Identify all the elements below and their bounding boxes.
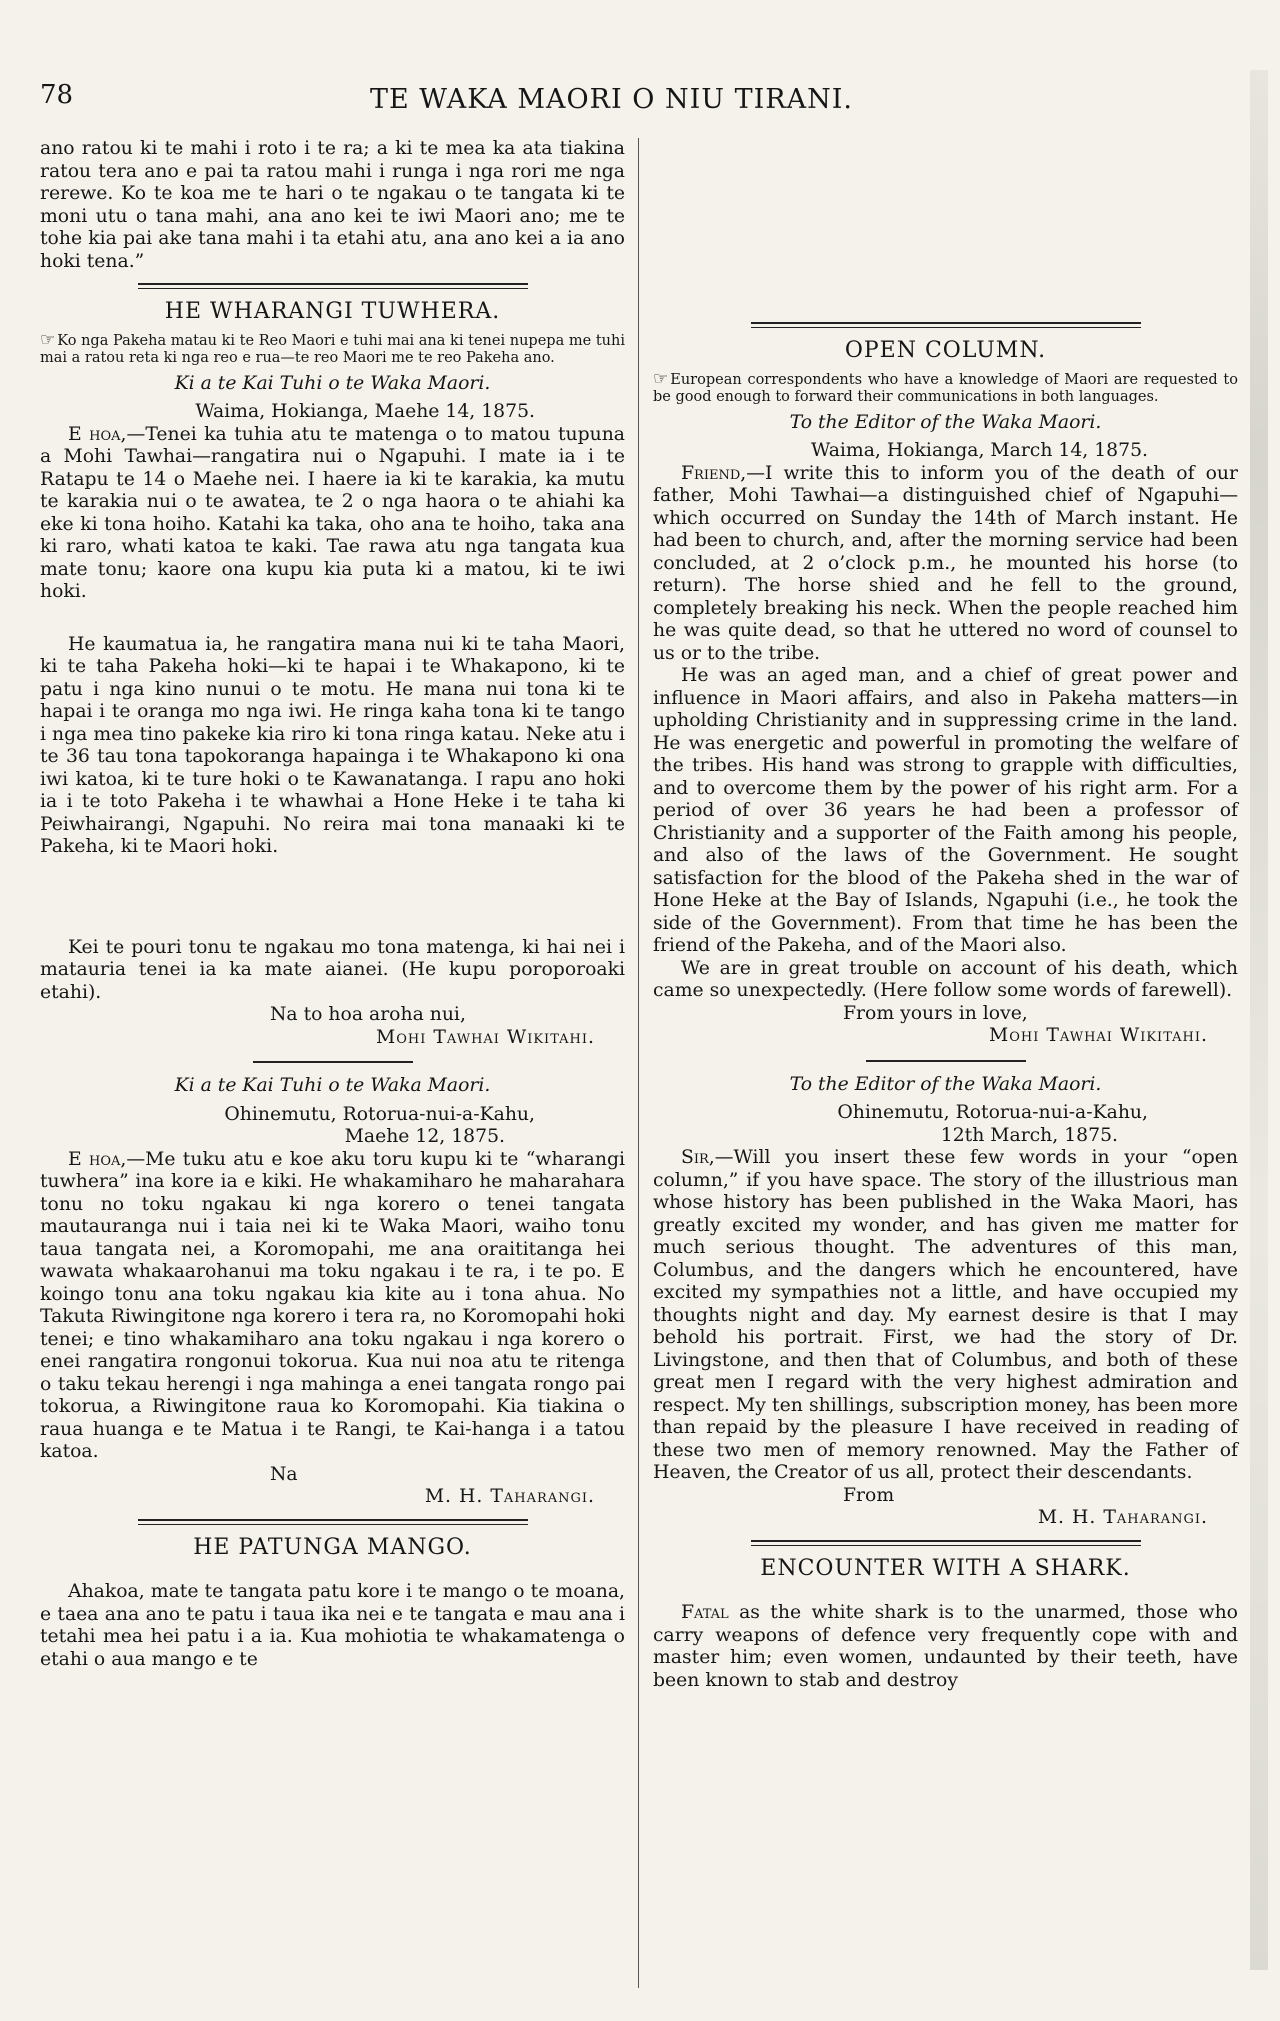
page-number: 78 <box>40 80 74 110</box>
letter-paragraph: E hoa,—Me tuku atu e koe aku toru kupu ki te “wharangi tuwhera” ina kore ia e kiki. He whakamiharo he maharahara tonu no toku ngakau ki nga korero o tenei tangata mautauranga nui i taia nei ki te Waka Maori, waiho tonu taua tangata nei, a Koromopahi, me ana oraititanga hei wawata whakaarohanui ma toku ngakau i te ra, i te po. E koingo tonu ana toku ngakau kia kite au i tona ahua. No Takuta Riwingitone nga korero i tera ra, no Koromopahi hoki tenei; e tino whakamiharo ana toku ngakau i nga korero o enei rangatira rongonui tokorua. Kua nui noa atu te ritenga o taku tekau herengi i nga mahinga a enei tangata rongo pai tokorua, a Riwingitone raua ko Koromopahi. Kia tiakina o raua huanga e te Matua i te Rangi, te Kai-hanga i a tatou katoa. <box>40 1148 625 1462</box>
section-rule <box>138 283 528 289</box>
section-rule <box>138 1519 528 1525</box>
editorial-notice: ☞ European correspondents who have a knowledge of Maori are requested to be good enough to forward their communications in both languages. <box>653 368 1238 405</box>
letter-greeting: Sir, <box>681 1147 715 1168</box>
letter-closing: From yours in love, <box>843 1002 1028 1024</box>
pointing-hand-icon: ☞ <box>653 368 669 389</box>
article-paragraph: Fatal as the white shark is to the unarmed, those who carry weapons of defence very frequently cope with and master him; even women, undaunted by their teeth, have been known to stab and destroy <box>653 1602 1238 1691</box>
letter-paragraph: Friend,—I write this to inform you of the death of our father, Mohi Tawhai—a distinguished chief of Ngapuhi—which occurred on Sunday the 14th of March instant. He had been to church, and, after the morning service had been concluded, at 2 o’clock p.m., he mounted his horse (to return). The horse shied and he fell to the ground, completely breaking his neck. When the people reached him he was quite dead, so that he uttered no word of counsel to us or to the tribe. <box>653 462 1238 664</box>
editorial-notice: ☞ Ko nga Pakeha matau ki te Reo Maori e tuhi mai ana ki tenei nupepa me tuhi mai a ratou reta ki nga reo e rua—te reo Maori me te reo Pakeha ano. <box>40 329 625 366</box>
continuation-paragraph: ano ratou ki te mahi i roto i te ra; a ki te mea ka ata tiakina ratou tera ano e pai ta ratou mahi i runga i nga rori me nga rerewe. Ko te koa me te hari o te ngakau o te tangata ki te moni utu o tana mahi, ana ano kei te iwi Maori ano; me te tohe kia pai ake tana mahi i ta etahi atu, ana ano kei a ia ano hoki tena.” <box>40 138 625 272</box>
letter-signature: Mohi Tawhai Wikitahi. <box>989 1025 1208 1046</box>
section-heading-patunga-mango: HE PATUNGA MANGO. <box>193 1534 472 1560</box>
letter-closing: Na to hoa aroha nui, <box>270 1004 466 1025</box>
newspaper-page <box>40 0 1240 2021</box>
letter-greeting: E hoa, <box>68 423 127 445</box>
left-column <box>40 138 625 1671</box>
column-rule <box>638 138 639 1988</box>
letter-closing: From <box>843 1484 895 1506</box>
section-heading-wharangi-tuwhera: HE WHARANGI TUWHERA. <box>164 299 501 324</box>
letter-salutation: To the Editor of the Waka Maori. <box>789 411 1102 433</box>
letter-closing: Na <box>270 1463 298 1485</box>
letter-salutation: Ki a te Kai Tuhi o te Waka Maori. <box>174 372 491 394</box>
section-rule <box>751 1540 1141 1546</box>
letter-signature: M. H. Taharangi. <box>424 1486 595 1507</box>
short-rule <box>866 1060 1026 1062</box>
letter-paragraph: We are in great trouble on account of his death, which came so unexpectedly. (Here follow some words of farewell). <box>653 957 1238 1001</box>
letter-greeting: Friend, <box>681 462 747 484</box>
letter-paragraph: Sir,—Will you insert these few words in your “open column,” if you have space. The story of the illustrious man whose history has been published in the Waka Maori, has greatly excited my wonder, and has given me matter for much serious thought. The adventures of this man, Columbus, and the dangers which he encountered, have excited my sympathies not a little, and have occupied my thoughts night and day. My earnest desire is that I may behold his portrait. First, we had the story of Dr. Livingstone, and then that of Columbus, and both of these great men I regard with the very highest admiration and respect. My ten shillings, subscription money, has been more than repaid by the pleasure I have received in reading of these two men of memory renowned. May the Father of Heaven, the Creator of us all, protect their descendants. <box>653 1147 1238 1483</box>
journal-title: TE WAKA MAORI O NIU TIRANI. <box>370 84 853 115</box>
running-head <box>40 80 1240 120</box>
section-heading-open-column: OPEN COLUMN. <box>844 338 1047 363</box>
section-rule <box>751 322 1141 328</box>
letter-dateline: Waima, Hokianga, Maehe 14, 1875. <box>195 401 535 422</box>
article-lead-word: Fatal <box>681 1602 729 1623</box>
letter-greeting: E hoa, <box>68 1148 127 1170</box>
letter-signature: M. H. Taharangi. <box>1037 1507 1208 1528</box>
letter-dateline-date: Maehe 12, 1875. <box>344 1126 505 1147</box>
article-paragraph: Ahakoa, mate te tangata patu kore i te mango o te moana, e taea ana ano te patu i taua ika nei e te tangata e mau ana i tetahi mea hei patu i a ia. Kua mohiotia te whakamatenga o etahi o aua mango e te <box>40 1581 625 1670</box>
letter-paragraph: He was an aged man, and a chief of great power and influence in Maori affairs, and also in Pakeha matters—in upholding Christianity and in suppressing crime in the land. He was energetic and powerful in promoting the welfare of the tribes. His hand was strong to grapple with difficulties, and to overcome them by the power of his right arm. For a period of over 36 years he had been a professor of Christianity and a supporter of the Faith among his people, and also of the laws of the Government. He sought satisfaction for the blood of the Pakeha shed in the war of Hone Heke at the Bay of Islands, Ngapuhi (i.e., he took the side of the Government). From that time he has been the friend of the Pakeha, and of the Maori also. <box>653 665 1238 956</box>
page-edge-shadow <box>1250 70 1268 1970</box>
letter-signature: Mohi Tawhai Wikitahi. <box>376 1026 595 1048</box>
letter-dateline: Waima, Hokianga, March 14, 1875. <box>811 440 1148 461</box>
pointing-hand-icon: ☞ <box>40 329 56 350</box>
short-rule <box>253 1061 413 1063</box>
letter-paragraph: E hoa,—Tenei ka tuhia atu te matenga o to matou tupuna a Mohi Tawhai—rangatira nui o Ngapuhi. I mate ia i te Ratapu te 14 o Maehe nei. I haere ia ki te karakia, ka mutu te karakia nui o te awatea, te 2 o nga haora o te ahiahi ka eke ki tona hoiho. Katahi ka taka, oho ana te hoiho, taka ana ki raro, whati katoa te kaki. Tae rawa atu nga tangata kua mate tonu; kaore ona kupu kia puta ki a matou, ki te iwi hoki. <box>40 423 625 602</box>
letter-paragraph: He kaumatua ia, he rangatira mana nui ki te taha Maori, ki te taha Pakeha hoki—ki te hapai i te Whakapono, ki te patu i nga kino nunui o te motu. He mana nui tona ki te hapai i te oranga mo nga iwi. He ringa kaha tona ki te tango i nga mea tino pakeke kia riro ki tona ringa katau. Neke atu i te 36 tau tona tapokoranga hapainga i te Whakapono ki ona iwi katoa, ki te ture hoki o te Kawanatanga. I rapu ano hoki ia i te toto Pakeha i te whawhai a Hone Heke i te taha ki Peiwhairangi, Ngapuhi. No reira mai tona manaaki ki te Pakeha, ki te Maori hoki. <box>40 633 625 857</box>
letter-dateline-place: Ohinemutu, Rotorua-nui-a-Kahu, <box>224 1103 535 1125</box>
section-heading-encounter-shark: ENCOUNTER WITH A SHARK. <box>760 1555 1131 1581</box>
letter-dateline-place: Ohinemutu, Rotorua-nui-a-Kahu, <box>837 1102 1148 1123</box>
letter-dateline-date: 12th March, 1875. <box>940 1124 1118 1146</box>
letter-salutation: Ki a te Kai Tuhi o te Waka Maori. <box>174 1075 491 1096</box>
letter-paragraph: Kei te pouri tonu te ngakau mo tona matenga, ki hai nei i matauria tenei ia ka mate aianei. (He kupu poroporoaki etahi). <box>40 936 625 1003</box>
letter-salutation: To the Editor of the Waka Maori. <box>789 1073 1102 1095</box>
right-column <box>653 138 1238 1692</box>
